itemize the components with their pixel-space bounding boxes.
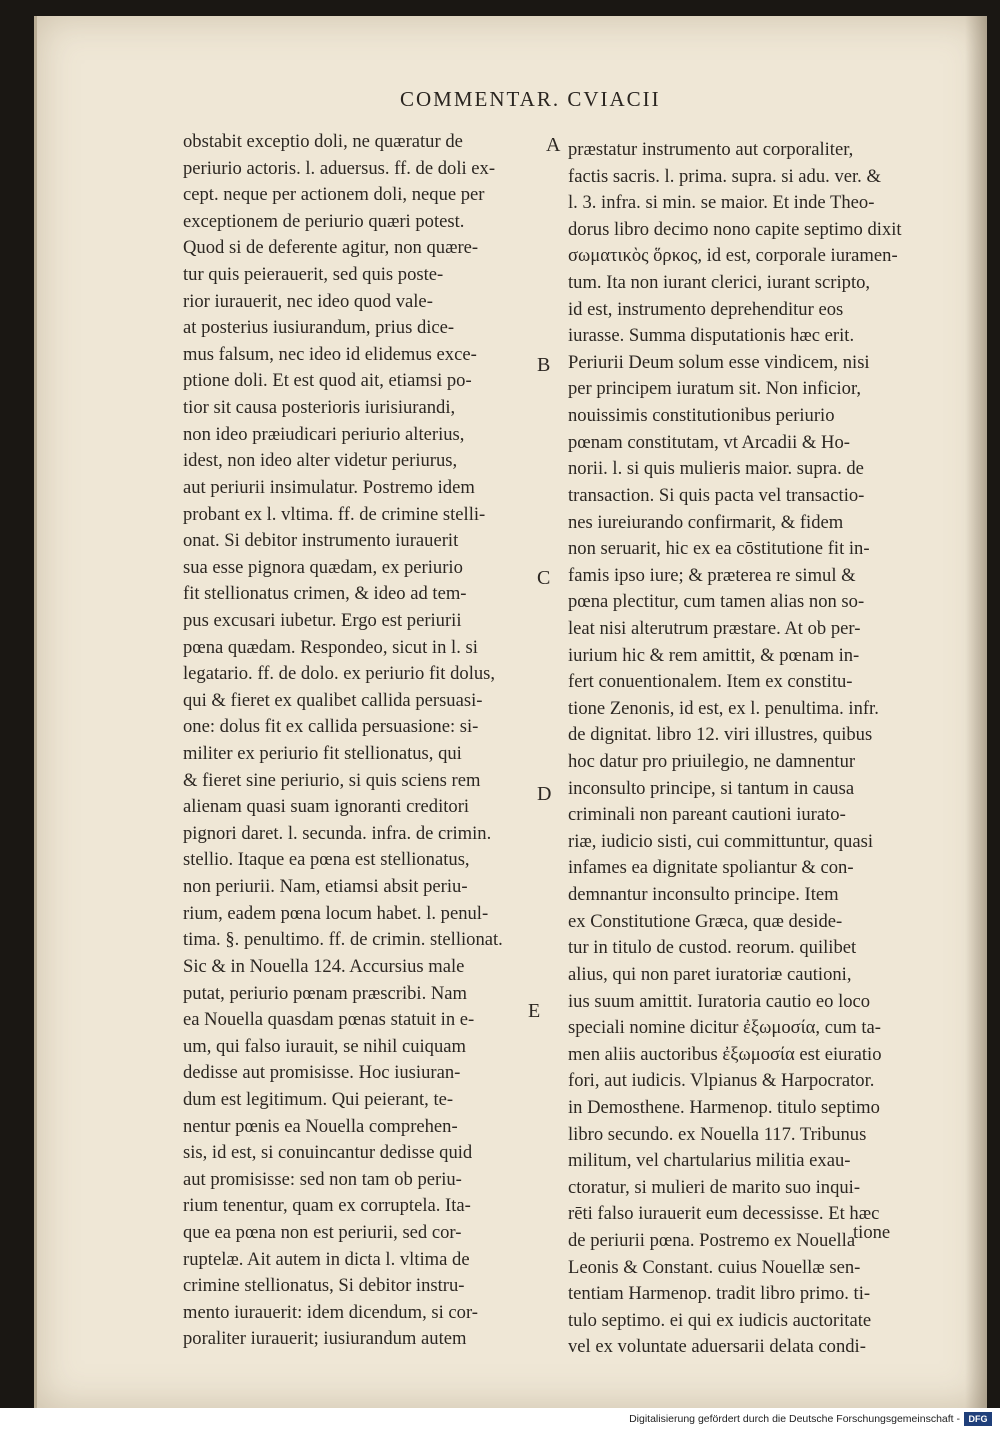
right-column-line: tentiam Harmenop. tradit libro primo. ti- xyxy=(568,1283,871,1305)
right-column-line: libro secundo. ex Nouella 117. Tribunus xyxy=(568,1123,867,1145)
left-column-line: ea Nouella quasdam pœnas statuit in e- xyxy=(183,1009,475,1031)
right-text-column xyxy=(568,137,913,1361)
left-column-line: legatario. ff. de dolo. ex periurio fit dolus, xyxy=(183,663,496,685)
left-column-line: tur quis peierauerit, sed quis poste- xyxy=(183,264,444,286)
right-column-line: ius suum amittit. Iuratoria cautio eo loco xyxy=(568,990,871,1012)
left-column-line: tior sit causa posterioris iurisiurandi, xyxy=(183,397,456,419)
right-column-line: non seruarit, hic ex ea cōstitutione fit in- xyxy=(568,538,870,560)
left-column-line: um, qui falso iurauit, se nihil cuiquam xyxy=(183,1035,466,1057)
right-column-line: leat nisi alterutrum præstare. At ob per- xyxy=(568,617,861,639)
right-column-line: dorus libro decimo nono capite septimo dixit xyxy=(568,218,902,240)
left-column-line: mento iurauerit: idem dicendum, si cor- xyxy=(183,1301,478,1323)
right-column-line: fori, aut iudicis. Vlpianus & Harpocrator. xyxy=(568,1070,875,1092)
right-column-line: in Demosthene. Harmenop. titulo septimo xyxy=(568,1096,880,1118)
left-column-line: aut promisisse: sed non tam ob periu- xyxy=(183,1168,462,1190)
margin-letter-d: D xyxy=(537,783,552,805)
left-column-line: dedisse aut promisisse. Hoc iusiuran- xyxy=(183,1062,461,1084)
right-column-line: Leonis & Constant. cuius Nouellæ sen- xyxy=(568,1256,861,1278)
left-column-line: poraliter iurauerit; iusiurandum autem xyxy=(183,1328,467,1350)
right-column-line: militum, vel chartularius militia exau- xyxy=(568,1150,851,1172)
right-column-line: præstatur instrumento aut corporaliter, xyxy=(568,139,854,160)
funding-notice: Digitalisierung gefördert durch die Deutsche Forschungsgemeinschaft - xyxy=(629,1413,960,1425)
right-column-line: hoc datur pro priuilegio, ne damnentur xyxy=(568,751,856,773)
right-column-line: factis sacris. l. prima. supra. si adu. ver. & xyxy=(568,165,881,187)
left-column-line: pœna quædam. Respondeo, sicut in l. si xyxy=(183,636,478,658)
left-column-line: & fieret sine periurio, si quis sciens rem xyxy=(183,769,481,791)
right-column-line: tur in titulo de custod. reorum. quilibet xyxy=(568,937,857,959)
left-column-line: cept. neque per actionem doli, neque per xyxy=(183,184,485,206)
margin-letter-b: B xyxy=(537,354,551,376)
right-column-line: nes iureiurando confirmarit, & fidem xyxy=(568,511,844,533)
left-column-line: stellio. Itaque ea pœna est stellionatus, xyxy=(183,849,470,871)
right-column-line: rēti falso iurauerit eum decessisse. Et hæc xyxy=(568,1203,880,1225)
left-column-line: alienam quasi suam ignoranti creditori xyxy=(183,796,470,818)
right-column-line: demnantur inconsulto principe. Item xyxy=(568,884,839,906)
running-head: COMMENTAR. CVIACII xyxy=(400,87,661,111)
right-column-line: de periurii pœna. Postremo ex Nouella xyxy=(568,1229,856,1251)
right-column-line: l. 3. infra. si min. se maior. Et inde Theo- xyxy=(568,192,875,214)
right-column-line: tum. Ita non iurant clerici, iurant scripto, xyxy=(568,272,871,294)
left-column-line: idest, non ideo alter videtur periurus, xyxy=(183,450,458,472)
right-column-line: transaction. Si quis pacta vel transactio- xyxy=(568,484,865,506)
left-column-line: qui & fieret ex qualibet callida persuasi- xyxy=(183,689,483,711)
left-column-line: aut periurii insimulatur. Postremo idem xyxy=(183,476,475,498)
left-column-line: rium tenentur, quam ex corruptela. Ita- xyxy=(183,1195,471,1217)
left-column-line: crimine stellionatus, Si debitor instru- xyxy=(183,1275,465,1297)
right-column-line: speciali nomine dicitur ἐξωμοσία, cum ta- xyxy=(568,1017,881,1039)
left-column-line: militer ex periurio fit stellionatus, qui xyxy=(183,743,462,765)
left-column-line: rior iurauerit, nec ideo quod vale- xyxy=(183,290,433,312)
left-column-line: tima. §. penultimo. ff. de crimin. stellionat. xyxy=(183,929,503,951)
right-column-line: alius, qui non paret iuratoriæ cautioni, xyxy=(568,963,852,985)
left-column-line: sis, id est, si conuincantur dedisse quid xyxy=(183,1142,473,1164)
left-column-line: non ideo præiudicari periurio alterius, xyxy=(183,423,465,445)
right-column-line: pœnam constitutam, vt Arcadii & Ho- xyxy=(568,431,850,453)
left-column-line: exceptionem de periurio quæri potest. xyxy=(183,210,465,232)
right-column-line: ctoratur, si mulieri de marito suo inqui- xyxy=(568,1176,861,1198)
right-column-line: pœna plectitur, cum tamen alias non so- xyxy=(568,591,865,613)
right-column-line: riæ, iudicio sisti, cui committuntur, quasi xyxy=(568,830,873,852)
left-column-line: Sic & in Nouella 124. Accursius male xyxy=(183,955,465,977)
margin-letter-a: A xyxy=(546,134,561,156)
left-column-line: ruptelæ. Ait autem in dicta l. vltima de xyxy=(183,1248,470,1270)
right-column-line: ex Constitutione Græca, quæ deside- xyxy=(568,910,843,932)
right-column-line: famis ipso iure; & præterea re simul & xyxy=(568,564,856,586)
right-column-line: per principem iuratum sit. Non inficior, xyxy=(568,378,862,400)
left-column-line: pus excusari iubetur. Ergo est periurii xyxy=(183,609,462,631)
margin-letter-c: C xyxy=(537,567,551,589)
right-column-line: tulo septimo. ei qui ex iudicis auctoritate xyxy=(568,1309,872,1331)
left-column-line: obstabit exceptio doli, ne quæratur de xyxy=(183,131,463,152)
right-column-line: iurasse. Summa disputationis hæc erit. xyxy=(568,325,855,347)
left-column-line: one: dolus fit ex callida persuasione: si- xyxy=(183,716,479,738)
left-column-line: ptione doli. Et est quod ait, etiamsi po- xyxy=(183,370,472,392)
left-text-column xyxy=(183,129,535,1353)
right-column-line: σωματικὸς ὅρκος, id est, corporale iuramen- xyxy=(568,245,898,267)
right-column-line: tione Zenonis, id est, ex l. penultima. infr. xyxy=(568,697,879,719)
right-column-line: men aliis auctoribus ἐξωμοσία est eiuratio xyxy=(568,1043,882,1065)
right-column-line: Periurii Deum solum esse vindicem, nisi xyxy=(568,351,870,373)
right-column-line: nouissimis constitutionibus periurio xyxy=(568,405,835,427)
left-column-line: Quod si de deferente agitur, non quære- xyxy=(183,237,479,259)
right-column-line: fert conuentionalem. Item ex constitu- xyxy=(568,671,853,693)
right-column-line: vel ex voluntate aduersarii delata condi- xyxy=(568,1336,866,1358)
right-column-line: iurium hic & rem amittit, & pœnam in- xyxy=(568,644,860,666)
right-column-line: norii. l. si quis mulieris maior. supra. de xyxy=(568,458,864,480)
left-column-line: nentur pœnis ea Nouella comprehen- xyxy=(183,1115,458,1137)
left-column-line: sua esse pignora quædam, ex periurio xyxy=(183,556,463,578)
left-column-line: fit stellionatus crimen, & ideo ad tem- xyxy=(183,583,467,605)
margin-letter-e: E xyxy=(528,1000,541,1022)
left-column-line: dum est legitimum. Qui peierant, te- xyxy=(183,1088,454,1110)
footer-bar xyxy=(0,1408,1000,1431)
left-column-line: probant ex l. vltima. ff. de crimine stelli- xyxy=(183,503,486,525)
dfg-logo: DFG xyxy=(964,1412,992,1426)
right-column-line: inconsulto principe, si tantum in causa xyxy=(568,777,855,799)
left-column-line: pignori daret. l. secunda. infra. de crimin. xyxy=(183,822,492,844)
left-column-line: rium, eadem pœna locum habet. l. penul- xyxy=(183,902,489,924)
left-column-line: at posterius iusiurandum, prius dice- xyxy=(183,317,455,339)
right-column-line: criminali non pareant cautioni iurato- xyxy=(568,804,846,826)
right-column-line: infames ea dignitate spoliantur & con- xyxy=(568,857,854,879)
left-column-line: putat, periurio pœnam præscribi. Nam xyxy=(183,982,468,1004)
left-column-line: onat. Si debitor instrumento iurauerit xyxy=(183,530,459,552)
catchword: tione xyxy=(853,1222,891,1243)
right-column-line: de dignitat. libro 12. viri illustres, quibus xyxy=(568,724,873,746)
right-column-line: id est, instrumento deprehenditur eos xyxy=(568,298,844,320)
left-column-line: periurio actoris. l. aduersus. ff. de doli ex- xyxy=(183,157,496,179)
left-column-line: non periurii. Nam, etiamsi absit periu- xyxy=(183,876,468,898)
left-column-line: mus falsum, nec ideo id elidemus exce- xyxy=(183,343,477,365)
left-column-line: que ea pœna non est periurii, sed cor- xyxy=(183,1221,462,1243)
